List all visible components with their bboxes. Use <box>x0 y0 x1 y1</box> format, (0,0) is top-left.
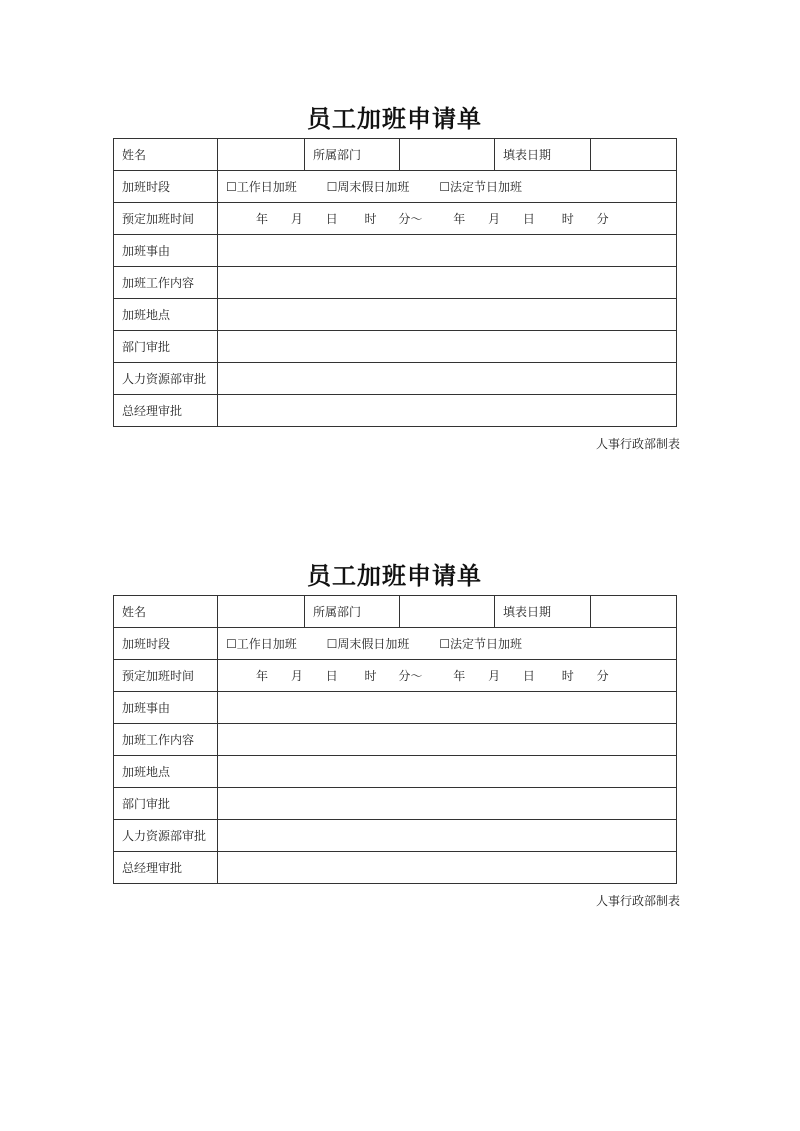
time-end-hour: 时 <box>561 212 574 226</box>
period-options <box>218 171 677 203</box>
row-period <box>114 171 677 203</box>
option-weekday-checkbox[interactable]: ☐工作日加班 <box>226 180 297 194</box>
content-label: 加班工作内容 <box>114 267 218 299</box>
date-label: 填表日期 <box>495 596 591 628</box>
overtime-form-1 <box>113 100 680 452</box>
time-end-month: 月 <box>488 212 501 226</box>
row-time <box>114 660 677 692</box>
dept-label: 所属部门 <box>305 139 400 171</box>
name-field[interactable] <box>218 139 305 171</box>
dept-approval-label: 部门审批 <box>114 331 218 363</box>
time-end-minute: 分 <box>596 212 609 226</box>
row-hr-approval <box>114 363 677 395</box>
content-label: 加班工作内容 <box>114 724 218 756</box>
row-time <box>114 203 677 235</box>
row-gm-approval <box>114 395 677 427</box>
option-weekend-checkbox[interactable]: ☐周末假日加班 <box>326 637 410 651</box>
gm-approval-field[interactable] <box>218 852 677 884</box>
location-label: 加班地点 <box>114 299 218 331</box>
row-reason <box>114 235 677 267</box>
time-end-hour: 时 <box>561 669 574 683</box>
reason-label: 加班事由 <box>114 235 218 267</box>
row-reason <box>114 692 677 724</box>
time-end-month: 月 <box>488 669 501 683</box>
dept-label: 所属部门 <box>305 596 400 628</box>
option-weekend-checkbox[interactable]: ☐周末假日加班 <box>326 180 410 194</box>
dept-approval-label: 部门审批 <box>114 788 218 820</box>
reason-label: 加班事由 <box>114 692 218 724</box>
time-start-month: 月 <box>290 212 303 226</box>
hr-approval-label: 人力资源部审批 <box>114 820 218 852</box>
time-end-day: 日 <box>522 212 535 226</box>
time-start-minute: 分～ <box>398 669 423 683</box>
row-gm-approval <box>114 852 677 884</box>
form-table <box>113 138 677 427</box>
content-field[interactable] <box>218 267 677 299</box>
time-label: 预定加班时间 <box>114 203 218 235</box>
dept-approval-field[interactable] <box>218 331 677 363</box>
row-location <box>114 756 677 788</box>
option-holiday-checkbox[interactable]: ☐法定节日加班 <box>439 637 522 651</box>
row-basic-info <box>114 596 677 628</box>
dept-field[interactable] <box>400 139 495 171</box>
row-dept-approval <box>114 331 677 363</box>
time-start-day: 日 <box>325 212 338 226</box>
option-weekday-checkbox[interactable]: ☐工作日加班 <box>226 637 297 651</box>
name-label: 姓名 <box>114 139 218 171</box>
row-hr-approval <box>114 820 677 852</box>
time-end-minute: 分 <box>596 669 609 683</box>
time-start-year: 年 <box>256 212 269 226</box>
date-field[interactable] <box>591 139 677 171</box>
form-footer: 人事行政部制表 <box>595 894 680 908</box>
row-content <box>114 724 677 756</box>
row-content <box>114 267 677 299</box>
time-start-month: 月 <box>290 669 303 683</box>
form-footer: 人事行政部制表 <box>595 437 680 451</box>
name-field[interactable] <box>218 596 305 628</box>
time-start-hour: 时 <box>364 669 377 683</box>
hr-approval-field[interactable] <box>218 363 677 395</box>
row-basic-info <box>114 139 677 171</box>
time-field[interactable] <box>218 660 677 692</box>
form-title: 员工加班申请单 <box>307 562 482 590</box>
time-label: 预定加班时间 <box>114 660 218 692</box>
time-start-day: 日 <box>325 669 338 683</box>
gm-approval-field[interactable] <box>218 395 677 427</box>
location-field[interactable] <box>218 299 677 331</box>
hr-approval-label: 人力资源部审批 <box>114 363 218 395</box>
reason-field[interactable] <box>218 235 677 267</box>
time-start-minute: 分～ <box>398 212 423 226</box>
gm-approval-label: 总经理审批 <box>114 852 218 884</box>
row-period <box>114 628 677 660</box>
time-end-year: 年 <box>453 212 466 226</box>
time-end-year: 年 <box>453 669 466 683</box>
dept-field[interactable] <box>400 596 495 628</box>
period-label: 加班时段 <box>114 171 218 203</box>
reason-field[interactable] <box>218 692 677 724</box>
location-field[interactable] <box>218 756 677 788</box>
time-end-day: 日 <box>522 669 535 683</box>
overtime-form-2 <box>113 557 680 909</box>
hr-approval-field[interactable] <box>218 820 677 852</box>
dept-approval-field[interactable] <box>218 788 677 820</box>
date-label: 填表日期 <box>495 139 591 171</box>
period-label: 加班时段 <box>114 628 218 660</box>
date-field[interactable] <box>591 596 677 628</box>
option-holiday-checkbox[interactable]: ☐法定节日加班 <box>439 180 522 194</box>
time-start-year: 年 <box>256 669 269 683</box>
name-label: 姓名 <box>114 596 218 628</box>
period-options <box>218 628 677 660</box>
location-label: 加班地点 <box>114 756 218 788</box>
row-location <box>114 299 677 331</box>
time-field[interactable] <box>218 203 677 235</box>
form-title: 员工加班申请单 <box>307 105 482 133</box>
form-table <box>113 595 677 884</box>
gm-approval-label: 总经理审批 <box>114 395 218 427</box>
time-start-hour: 时 <box>364 212 377 226</box>
row-dept-approval <box>114 788 677 820</box>
content-field[interactable] <box>218 724 677 756</box>
